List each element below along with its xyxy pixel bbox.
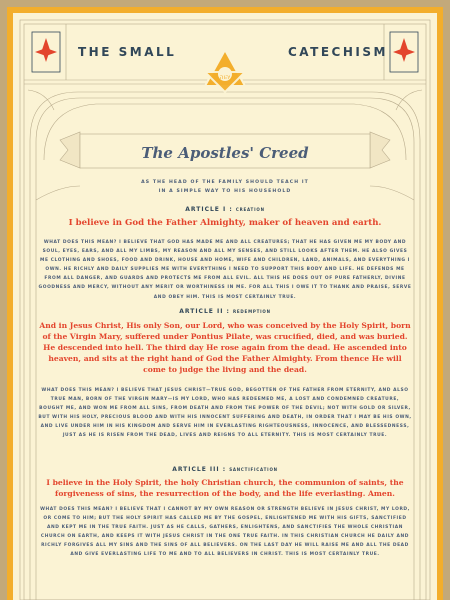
article-2-heading: [40, 308, 410, 315]
article-3-meaning: WHAT DOES THIS MEAN? I BELIEVE THAT I CANNOT BY MY OWN REASON OR STRENGTH BELIEVE IN JESUS CHRIST, MY LORD, OR COME TO HIM; BUT THE HOLY SPIRIT HAS CALLED ME BY THE GOSPEL, ENLIGHTENED ME WITH HIS GIFTS, SANCTIFIED AND KEPT ME IN THE TRUE FAITH. JUST AS HE CALLS, GATHERS, ENLIGHTENS, AND SANCTIFIES THE WHOLE CHRISTIAN CHURCH ON EARTH, AND KEEPS IT WITH JESUS CHRIST IN THE ONE TRUE FAITH. IN THIS CHRISTIAN CHURCH HE DAILY AND RICHLY FORGIVES ALL MY SINS AND THE SINS OF ALL BELIEVERS. ON THE LAST DAY HE WILL RAISE ME AND ALL THE DEAD AND GIVE EVERLASTING LIFE TO ME AND TO ALL BELIEVERS IN CHRIST. THIS IS MOST CERTAINLY TRUE.: [40, 507, 410, 558]
article-1-title: ARTICLE I :: [185, 206, 233, 213]
header-title-left: THE SMALL: [78, 45, 177, 59]
article-2-tag: REDEMPTION: [233, 309, 271, 314]
subtitle: [60, 178, 390, 196]
article-3-tag: SANCTIFICATION: [229, 467, 278, 472]
article-2-creed: And in Jesus Christ, His only Son, our Lord, who was conceived by the Holy Spirit, born of the Virgin Mary, suffered under Pontius Pilate, was crucified, died, and was buried. He descended into hell. The third day He rose again from the dead. He ascended into heaven, and sits at the right hand of God the Father Almighty. From thence He will come to judge the living and the dead.: [39, 321, 411, 374]
article-3-heading: [40, 466, 410, 473]
emblem-text: יהוה: [219, 74, 231, 81]
subtitle-line-1: AS THE HEAD OF THE FAMILY SHOULD TEACH IT: [141, 180, 309, 185]
article-2-meaning: WHAT DOES THIS MEAN? I BELIEVE THAT JESUS CHRIST—TRUE GOD, BEGOTTEN OF THE FATHER FROM ETERNITY, AND ALSO TRUE MAN, BORN OF THE VIRGIN MARY—IS MY LORD, WHO HAS REDEEMED ME, A LOST AND CONDEMNED CREATURE, BOUGHT ME, AND WON ME FROM ALL SINS, FROM DEATH AND FROM THE POWER OF THE DEVIL; NOT WITH GOLD OR SILVER, BUT WITH HIS HOLY, PRECIOUS BLOOD AND WITH HIS INNOCENT SUFFERING AND DEATH, IN ORDER THAT I MAY BE HIS OWN, AND LIVE UNDER HIM IN HIS KINGDOM AND SERVE HIM IN EVERLASTING RIGHTEOUSNESS, INNOCENCE, AND BLESSEDNESS, JUST AS HE IS RISEN FROM THE DEAD, LIVES AND REIGNS TO ALL ETERNITY. THIS IS MOST CERTAINLY TRUE.: [38, 388, 412, 439]
article-1-tag: CREATION: [235, 207, 265, 212]
trinity-triangle-icon: [203, 48, 247, 94]
article-1-meaning: WHAT DOES THIS MEAN? I BELIEVE THAT GOD HAS MADE ME AND ALL CREATURES; THAT HE HAS GIVEN ME MY BODY AND SOUL, EYES, EARS, AND ALL MY LIMBS, MY REASON AND ALL MY SENSES, AND STILL LOOKS AFTER THEM. HE ALSO GIVES ME CLOTHING AND SHOES, FOOD AND DRINK, HOUSE AND HOME, WIFE AND CHILDREN, LAND, ANIMALS, AND EVERYTHING I OWN. HE RICHLY AND DAILY SUPPLIES ME WITH EVERYTHING I NEED TO SUPPORT THIS BODY AND LIFE. HE DEFENDS ME FROM ALL DANGER, AND GUARDS AND PROTECTS ME FROM ALL EVIL. ALL THIS HE DOES OUT OF PURE FATHERLY, DIVINE GOODNESS AND MERCY, WITHOUT ANY MERIT OR WORTHINESS IN ME. FOR ALL THIS I OWE IT TO THANK AND PRAISE, SERVE AND OBEY HIM. THIS IS MOST CERTAINLY TRUE.: [38, 240, 412, 300]
page-title: The Apostles' Creed: [141, 144, 309, 162]
article-3-creed: I believe in the Holy Spirit, the holy Christian church, the communion of saints, the forgiveness of sins, the resurrection of the body, and the life everlasting. Amen.: [46, 478, 404, 498]
article-1-creed: I believe in God the Father Almighty, maker of heaven and earth.: [68, 218, 382, 228]
header-title-right: CATECHISM: [288, 45, 388, 59]
subtitle-line-2: IN A SIMPLE WAY TO HIS HOUSEHOLD: [158, 189, 292, 194]
article-2-title: ARTICLE II :: [179, 308, 230, 315]
article-1-heading: [40, 206, 410, 213]
article-3-title: ARTICLE III :: [172, 466, 227, 473]
